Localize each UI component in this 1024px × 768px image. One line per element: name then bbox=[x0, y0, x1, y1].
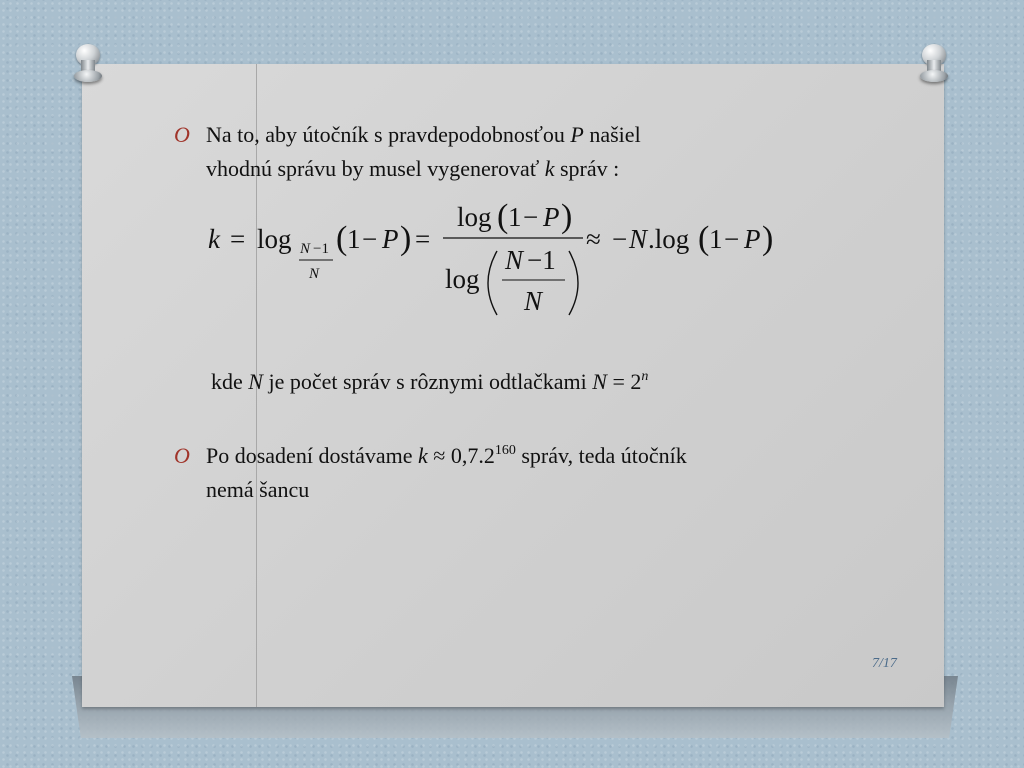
formula-neg: − bbox=[612, 224, 628, 254]
formula-k: k bbox=[208, 224, 220, 254]
fraction-num-log: log bbox=[457, 202, 492, 232]
formula-N: N bbox=[629, 224, 648, 254]
bullet-1-line-2: vhodnú správu by musel vygenerovať k správ : bbox=[206, 156, 620, 181]
inner-num-N: N bbox=[505, 245, 524, 275]
formula-sub-minus: −1 bbox=[313, 241, 329, 257]
formula-lparen-2: ( bbox=[698, 220, 710, 257]
inner-num-rest: −1 bbox=[527, 245, 556, 275]
bullet-marker: O bbox=[174, 443, 190, 468]
formula-eq2: = bbox=[415, 224, 431, 254]
formula-minus-2: − bbox=[724, 224, 740, 254]
fraction-den-rparen bbox=[569, 251, 578, 315]
fraction-den-log: log bbox=[445, 264, 480, 294]
formula-P-2: P bbox=[744, 224, 761, 254]
formula-log: log bbox=[257, 224, 292, 254]
fraction-num-rparen: ) bbox=[561, 198, 573, 235]
formula-minus: − bbox=[362, 224, 378, 254]
formula-one: 1 bbox=[347, 224, 361, 254]
formula-sub-den: N bbox=[309, 266, 320, 282]
formula-approx: ≈ bbox=[586, 224, 601, 254]
thumbtack-icon bbox=[916, 42, 952, 82]
formula bbox=[205, 193, 795, 323]
bullet-1-line-1: Na to, aby útočník s pravdepodobnosťou P našiel bbox=[206, 122, 641, 147]
formula-dotlog: .log bbox=[648, 224, 690, 254]
bullet-marker: O bbox=[174, 122, 190, 147]
thumbtack-icon bbox=[70, 42, 106, 82]
bullet-2-line-2: nemá šancu bbox=[206, 477, 310, 502]
formula-lparen: ( bbox=[336, 220, 348, 257]
formula-rparen-2: ) bbox=[762, 220, 774, 257]
where-line: kde N je počet správ s rôznymi odtlačkami $N = 2^n$ bbox=[211, 369, 649, 394]
formula-sub-num: N bbox=[300, 241, 311, 257]
formula-rparen: ) bbox=[400, 220, 412, 257]
page-number: 7/17 bbox=[872, 656, 897, 671]
formula-one-2: 1 bbox=[709, 224, 723, 254]
formula-eq: = bbox=[230, 224, 246, 254]
fraction-num-one: 1 bbox=[508, 202, 522, 232]
bullet-2-line-1: Po dosadení dostávame $k \approx 0,7.2^{160}$ správ, teda útočník bbox=[206, 443, 687, 468]
fraction-num-lparen: ( bbox=[497, 198, 509, 235]
inner-den-N: N bbox=[524, 286, 543, 316]
fraction-den-lparen bbox=[488, 251, 497, 315]
fraction-num-minus: − bbox=[523, 202, 539, 232]
formula-P: P bbox=[382, 224, 399, 254]
fraction-num-P: P bbox=[543, 202, 560, 232]
